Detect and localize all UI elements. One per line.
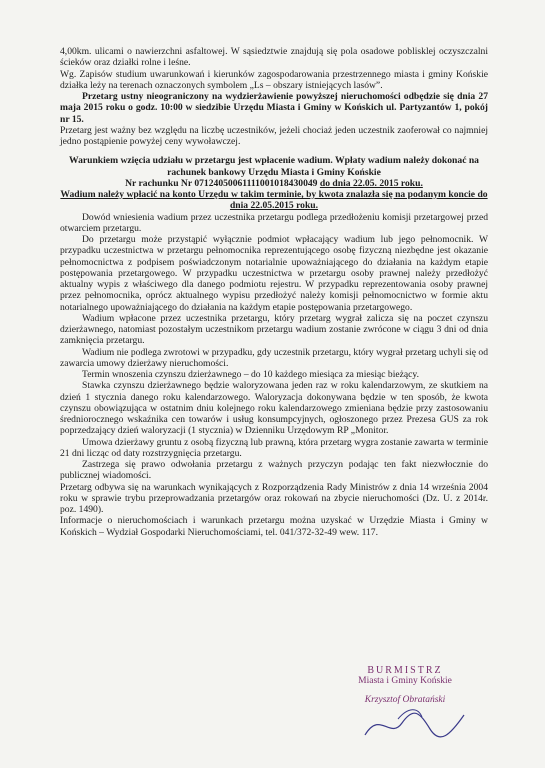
paragraph-regulation: Przetarg odbywa się na warunkach wynikających z Rozporządzenia Rady Ministrów z dnia 14 września 2004 roku w sprawie trybu przeprowadzania przetargów oraz rokowań na zbycie nieruchomości (Dz. U. z 2014r. poz. 1490). bbox=[60, 481, 488, 515]
paragraph-indexation: Stawka czynszu dzierżawnego będzie waloryzowana jeden raz w roku kalendarzowym, ze skutkiem na dzień 1 stycznia danego roku kalendarzowego. Waloryzacja dokonywana będzie w ten sposób, że kwota czynszu obowiązująca w ostatnim dniu kolejnego roku kalendarzowego zmieniana będzie przy zastosowaniu średniorocznego wskaźnika cen towarów i usług konsumpcyjnych, ogłoszonego przez Prezesa GUS za rok poprzedzający dzień waloryzacji (1 stycznia) w Dzienniku Urzędowym RP „Monitor. bbox=[60, 380, 488, 437]
paragraph-cancellation: Zastrzega się prawo odwołania przetargu z ważnych przyczyn podając ten fakt niezwłocznie do publicznej wiadomości. bbox=[60, 459, 488, 482]
paragraph-deposit-forfeit: Wadium nie podlega zwrotowi w przypadku, gdy uczestnik przetargu, który wygrał przetarg uchyli się od zawarcia umowy dzierżawy nieruchomości. bbox=[60, 346, 488, 369]
account-number-text: Nr rachunku Nr 07124050061111001018430049 bbox=[125, 177, 320, 189]
paragraph-deposit-proof: Dowód wniesienia wadium przez uczestnika przetargu podlega przedłożeniu komisji przetargowej przed otwarciem przetargu. bbox=[60, 211, 488, 234]
stamp-subtitle: Miasta i Gminy Końskie bbox=[358, 676, 452, 686]
paragraph-tender-date: Przetarg ustny nieograniczony na wydzierżawienie powyższej nieruchomości odbędzie się dnia 27 maja 2015 roku o godz. 10:00 w siedzibie Urzędu Miasta i Gminy w Końskich ul. Partyzantów 1, pokój nr 15. bbox=[60, 91, 488, 125]
paragraph-deposit-note: Wadium należy wpłacić na konto Urzędu w takim terminie, by kwota znalazła się na podanym koncie do dnia 22.05.2015 roku. bbox=[60, 189, 488, 212]
paragraph-rent-term: Termin wnoszenia czynszu dzierżawnego – do 10 każdego miesiąca za miesiąc bieżący. bbox=[82, 369, 419, 380]
paragraph-deposit-credit: Wadium wpłacone przez uczestnika przetargu, który przetarg wygrał zalicza się na poczet czynszu dzierżawnego, natomiast pozostałym uczestnikom przetargu wadium zostanie zwrócone w ciągu 3 dni od dnia zamknięcia przetargu. bbox=[60, 312, 488, 347]
handwritten-signature-icon bbox=[360, 705, 470, 745]
paragraph-eligibility: Do przetargu może przystąpić wyłącznie podmiot wpłacający wadium lub jego pełnomocnik. W przypadku uczestnictwa w przetargu pełnomocnika reprezentującego osobę fizyczną niezbędne jest okazanie pełnomocnictwa z podpisem poświadczonym notarialnie upoważniającego do działania na każdym etapie postępowania przetargowego. W przypadku uczestnictwa w przetargu osoby prawnej należy przedłożyć aktualny wypis z właściwego dla danego podmiotu rejestru. W przypadku reprezentowania osoby prawnej przez pełnomocnika, oprócz aktualnego wypisu przedłożyć należy komisji pełnomocnictwo w formie aktu notarialnego upoważniającego do działania na każdym etapie postępowania przetargowego. bbox=[60, 234, 488, 313]
deposit-deadline-text: do dnia 22.05. 2015 roku. bbox=[319, 177, 423, 189]
paragraph-information: Informacje o nieruchomościach i warunkach przetargu można uzyskać w Urzędzie Miasta i Gminy w Końskich – Wydział Gospodarki Nieruchomościami, tel. 041/372-32-49 wew. 117. bbox=[60, 515, 488, 538]
stamp-title: BURMISTRZ bbox=[367, 665, 443, 676]
paragraph-lease-agreement: Umowa dzierżawy gruntu z osobą fizyczną lub prawną, która przetarg wygra zostanie zawarta w terminie 21 dni licząc od daty rozstrzygnięcia przetargu. bbox=[60, 436, 488, 459]
paragraph-location: 4,00km. ulicami o nawierzchni asfaltowej. W sąsiedztwie znajdują się pola osadowe poblisklej oczyszczalni ścieków oraz działki rolne i leśne. bbox=[60, 46, 488, 69]
stamp-name: Krzysztof Obratański bbox=[364, 695, 446, 705]
paragraph-validity: Przetarg jest ważny bez względu na liczbę uczestników, jeżeli chociaż jeden uczestnik zaoferował co najmniej jedno postąpienie powyżej ceny wywoławczej. bbox=[60, 124, 488, 147]
mayor-stamp bbox=[330, 665, 480, 705]
paragraph-deposit-condition: Warunkiem wzięcia udziału w przetargu jest wpłacenie wadium. Wpłaty wadium należy dokonać na rachunek bankowy Urzędu Miasta i Gminy Końskie bbox=[69, 155, 479, 178]
paragraph-account-number bbox=[60, 178, 488, 189]
document-body bbox=[60, 46, 488, 538]
paragraph-study: Wg. Zapisów studium uwarunkowań i kierunków zagospodarowania przestrzennego miasta i gminy Końskie działka leży na terenach oznaczonych symbolem „Ls – obszary istniejących lasów”. bbox=[60, 68, 488, 91]
